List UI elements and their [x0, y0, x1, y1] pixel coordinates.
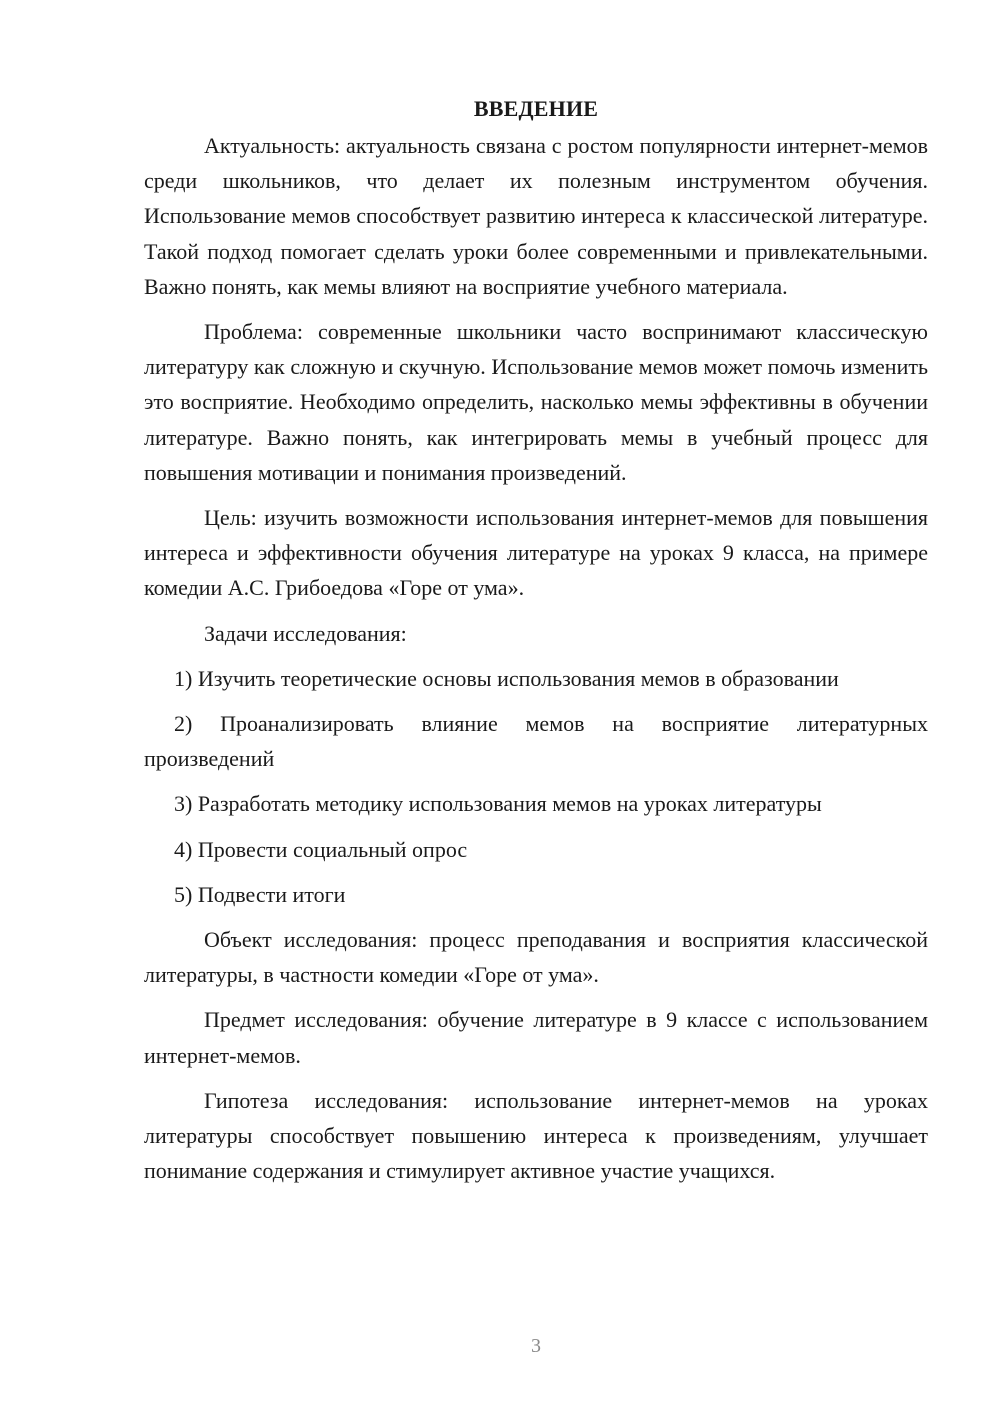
paragraph-object: Объект исследования: процесс преподавания и восприятия классической литературы, в частности комедии «Горе от ума».: [144, 927, 928, 988]
task-item-2: 2) Проанализировать влияние мемов на восприятие литературных произведений: [144, 711, 928, 772]
task-item-3: 3) Разработать методику использования мемов на уроках литературы: [174, 791, 822, 817]
paragraph-problem: Проблема: современные школьники часто воспринимают классическую литературу как сложную и скучную. Использование мемов может помочь изменить это восприятие. Необходимо определить, насколько мемы эффективны в обучении литературе. Важно понять, как интегрировать мемы в учебный процесс для повышения мотивации и понимания произведений.: [144, 319, 928, 485]
page-number: 3: [531, 1335, 541, 1357]
section-heading: ВВЕДЕНИЕ: [473, 96, 599, 121]
page-content: [144, 92, 928, 1188]
paragraph-goal: Цель: изучить возможности использования интернет-мемов для повышения интереса и эффективности обучения литературе на уроках 9 класса, на примере комедии А.С. Грибоедова «Горе от ума».: [144, 505, 928, 601]
paragraph-hypothesis: Гипотеза исследования: использование интернет-мемов на уроках литературы способствует повышению интереса к произведениям, улучшает понимание содержания и стимулирует активное участие учащихся.: [144, 1087, 928, 1184]
paragraph-subject: Предмет исследования: обучение литературе в 9 классе с использованием интернет-мемов.: [144, 1007, 928, 1068]
task-item-5: 5) Подвести итоги: [174, 881, 346, 907]
task-item-4: 4) Провести социальный опрос: [174, 836, 468, 862]
paragraph-relevance: Актуальность: актуальность связана с ростом популярности интернет-мемов среди школьников, что делает их полезным инструментом обучения. Использование мемов способствует развитию интереса к классической литературе. Такой подход помогает сделать уроки более современными и привлекательными. Важно понять, как мемы влияют на восприятие учебного материала.: [144, 133, 928, 299]
tasks-title: Задачи исследования:: [204, 620, 407, 646]
task-item-1: 1) Изучить теоретические основы использования мемов в образовании: [174, 665, 839, 691]
